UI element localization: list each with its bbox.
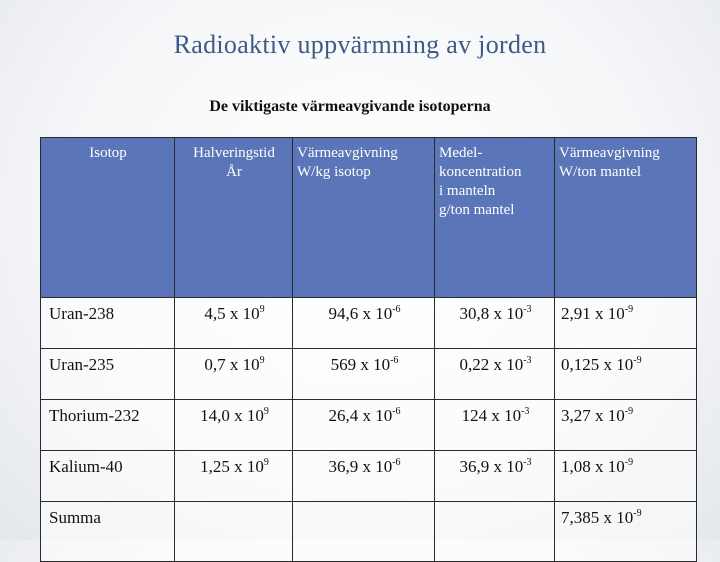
table-row	[41, 349, 697, 400]
header-line: Medel-	[439, 145, 483, 161]
table-row	[41, 451, 697, 502]
header-line: År	[226, 164, 242, 180]
table-sum-row	[41, 502, 697, 562]
heat-per-kg-cell: 36,9 x $10^{-6}$	[293, 451, 435, 502]
header-line: W/kg isotop	[297, 164, 371, 180]
header-line: W/ton mantel	[559, 164, 642, 180]
header-line: Halveringstid	[193, 145, 275, 161]
concentration-cell: 0,22 x $10^{-3}$	[435, 349, 555, 400]
header-half-life	[175, 138, 293, 298]
slide-title: Radioaktiv uppvärmning av jorden	[173, 30, 547, 59]
table-row	[41, 400, 697, 451]
slide-subtitle: De viktigaste värmeavgivande isotoperna	[209, 98, 491, 115]
concentration-cell: 30,8 x $10^{-3}$	[435, 298, 555, 349]
concentration-cell: 36,9 x $10^{-3}$	[435, 451, 555, 502]
heat-per-ton-cell: 3,27 x $10^{-9}$	[555, 400, 697, 451]
concentration-cell: 124 x $10^{-3}$	[435, 400, 555, 451]
half-life-cell: 0,7 x $10^9$	[175, 349, 293, 400]
heat-per-kg-cell: 26,4 x $10^{-6}$	[293, 400, 435, 451]
heat-per-ton-cell: 0,125 x $10^{-9}$	[555, 349, 697, 400]
empty-cell	[175, 502, 293, 562]
isotope-name: Uran-235	[41, 349, 175, 400]
heat-per-ton-cell: 1,08 x $10^{-9}$	[555, 451, 697, 502]
isotope-table	[40, 137, 697, 562]
heat-per-kg-cell: 569 x $10^{-6}$	[293, 349, 435, 400]
heat-per-ton-cell: 2,91 x $10^{-9}$	[555, 298, 697, 349]
isotope-name: Kalium-40	[41, 451, 175, 502]
header-line: Värmeavgivning	[559, 145, 660, 161]
header-line: i manteln	[439, 183, 496, 199]
half-life-cell: 4,5 x $10^9$	[175, 298, 293, 349]
heat-per-kg-cell: 94,6 x $10^{-6}$	[293, 298, 435, 349]
half-life-cell: 1,25 x $10^9$	[175, 451, 293, 502]
header-line: g/ton mantel	[439, 202, 515, 218]
sum-label: Summa	[41, 502, 175, 562]
isotope-name: Uran-238	[41, 298, 175, 349]
header-line: Isotop	[89, 145, 127, 161]
header-line: Värmeavgivning	[297, 145, 398, 161]
header-concentration	[435, 138, 555, 298]
header-isotope	[41, 138, 175, 298]
table-header-row	[41, 138, 697, 298]
sum-heat-per-ton-cell: 7,385 x $10^{-9}$	[555, 502, 697, 562]
header-heat-per-ton	[555, 138, 697, 298]
header-heat-per-kg	[293, 138, 435, 298]
isotope-name: Thorium-232	[41, 400, 175, 451]
half-life-cell: 14,0 x $10^9$	[175, 400, 293, 451]
header-line: koncentration	[439, 164, 522, 180]
empty-cell	[435, 502, 555, 562]
table-row	[41, 298, 697, 349]
empty-cell	[293, 502, 435, 562]
